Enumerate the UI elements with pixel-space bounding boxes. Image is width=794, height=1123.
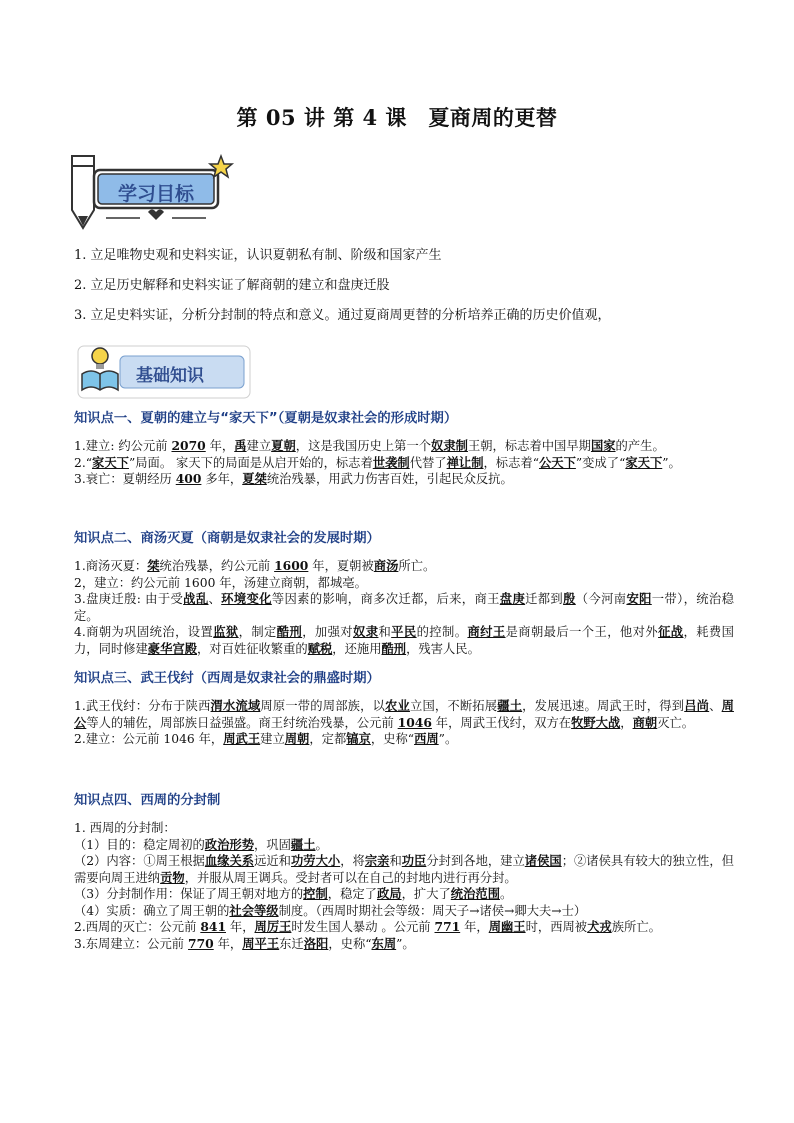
text-span: 年，夏朝被	[308, 559, 374, 573]
text-span: ，将	[340, 854, 365, 868]
text-span: （今河南	[575, 592, 627, 606]
goal-item: 1. 立足唯物史观和史料实证，认识夏朝私有制、阶级和国家产生	[74, 248, 442, 263]
text-span: 年，	[205, 439, 235, 453]
key-term: 功劳大小	[291, 853, 341, 868]
paragraph	[74, 903, 734, 920]
key-term: 770	[188, 935, 214, 951]
text-span: 等人的辅佐，周部族日益强盛。商王纣统治残暴，公元前	[86, 715, 398, 730]
paragraph	[74, 591, 734, 624]
paragraph	[74, 820, 734, 837]
section-title: 知识点一、夏朝的建立与“家天下”（夏朝是奴隶社会的形成时期）	[74, 411, 458, 426]
key-term: 家天下	[92, 454, 129, 470]
text-span: （4）实质：确立了周王朝的	[74, 903, 230, 918]
text-span: ，	[620, 715, 633, 730]
text-span: 分封到各地，建立	[426, 854, 525, 868]
text-span: 制度。（西周时期社会等级：周天子→诸侯→卿大夫→士）	[278, 903, 587, 918]
text-span: 年，	[460, 920, 489, 934]
text-span: ；②诸侯具有较大的独立性，但需要向周王进纳	[74, 854, 734, 885]
text-span: ”。	[438, 732, 458, 746]
text-span: （1）目的：稳定周初的	[74, 837, 205, 852]
text-span: 建立	[246, 439, 272, 453]
key-term: 商纣王	[467, 624, 506, 639]
key-term: 征战	[658, 624, 684, 639]
key-term: 夏朝	[271, 438, 296, 453]
key-term: 1046	[397, 714, 432, 730]
text-span: ”。	[396, 936, 415, 951]
text-span: 年，周武王伐纣，双方在	[431, 715, 572, 730]
key-term: 家天下	[625, 454, 663, 470]
paragraph	[74, 558, 734, 575]
paragraph	[74, 438, 734, 455]
text-span: ”变成了“	[575, 455, 626, 470]
key-term: 周朝	[284, 731, 310, 746]
text-span: 所亡。	[398, 559, 436, 573]
text-span: 3.东周建立：公元前	[74, 936, 189, 951]
key-term: 豪华宫殿	[147, 640, 197, 656]
text-span: 、	[208, 592, 222, 606]
text-span: 统治残暴，用武力伤害百姓，引起民众反抗。	[266, 472, 513, 486]
text-span: 年，	[226, 920, 255, 934]
text-span: 和	[389, 854, 402, 868]
key-term: 镐京	[346, 731, 371, 746]
key-term: 夏桀	[242, 471, 267, 486]
key-term: 西周	[414, 731, 439, 746]
key-term: 环境变化	[221, 591, 272, 606]
text-span: 周原一带的周部族，以	[260, 699, 386, 713]
text-span: 灭亡。	[657, 715, 695, 730]
knowledge-point-4	[74, 792, 734, 952]
key-term: 禹	[234, 438, 247, 453]
text-span: 一带），统治稳定。	[74, 592, 734, 623]
text-span: 的控制。	[416, 625, 468, 639]
text-span: ，加强对	[302, 625, 354, 639]
text-span: ，残害人民。	[406, 641, 480, 656]
paragraph	[74, 886, 734, 903]
text-span: 族所亡。	[611, 920, 661, 934]
text-span: 2，建立：约公元前 1600 年，汤建立商朝，都城亳。	[74, 575, 367, 590]
key-term: 771	[434, 919, 461, 934]
text-span: 年，	[213, 936, 243, 951]
text-span: 建立	[260, 732, 285, 746]
knowledge-point-3	[74, 670, 734, 748]
text-span: 、	[709, 699, 722, 713]
text-span: 1. 西周的分封制：	[74, 821, 176, 835]
paragraph	[74, 936, 734, 953]
text-span: 2.西周的灭亡：公元前	[74, 920, 201, 934]
text-span: 。	[500, 887, 513, 901]
text-span: ，发展迅速。周武王时，得到	[522, 699, 685, 713]
key-term: 世袭制	[372, 454, 410, 470]
key-term: 战乱	[183, 591, 209, 606]
key-term: 疆土	[290, 836, 316, 852]
text-span: ，对百姓征收繁重的	[197, 641, 308, 656]
key-term: 周厉王	[254, 919, 292, 934]
key-term: 400	[175, 471, 202, 486]
text-span: 东迁	[279, 936, 304, 951]
key-term: 2070	[171, 438, 206, 453]
text-span: ，稳定了	[327, 887, 377, 901]
paragraph	[74, 575, 734, 592]
text-span: ，巩固	[254, 837, 291, 852]
knowledge-point-1	[74, 410, 734, 488]
text-span: （2）内容：①周王根据	[74, 854, 205, 868]
key-term: 殷	[563, 591, 576, 606]
key-term: 赋税	[307, 640, 333, 656]
text-span: ，耗费国力，同时修建	[74, 625, 734, 656]
key-term: 国家	[590, 438, 616, 453]
paragraph	[74, 624, 734, 657]
text-span: 3.盘庚迁殷: 由于受	[74, 592, 184, 606]
key-term: 酷刑	[276, 624, 303, 639]
page-title: 第 05 讲 第 4 课 夏商周的更替	[236, 105, 558, 130]
text-span: 迁都到	[525, 592, 564, 606]
goal-item: 3. 立足史料实证，分析分封制的特点和意义。通过夏商周更替的分析培养正确的历史价值观，	[74, 308, 611, 323]
key-term: 奴隶制	[431, 438, 468, 453]
text-span: 代替了	[409, 455, 447, 470]
key-term: 政治形势	[204, 836, 254, 852]
key-term: 1600	[274, 558, 309, 573]
text-span: ，史称“	[328, 936, 372, 951]
key-term: 监狱	[213, 624, 239, 639]
key-term: 周幽王	[488, 919, 526, 934]
key-term: 洛阳	[303, 935, 329, 951]
key-term: 商汤	[373, 558, 399, 573]
text-span: 1.武王伐纣：分布于陕西	[74, 699, 211, 713]
text-span: 。	[315, 837, 328, 852]
key-term: 渭水流域	[210, 698, 261, 713]
learning-goals-badge	[66, 152, 236, 232]
key-term: 盘庚	[499, 591, 526, 606]
text-span: ，这是我国历史上第一个	[295, 439, 432, 453]
text-span: 远近和	[254, 854, 291, 868]
paragraph	[74, 919, 734, 936]
text-span: ”。	[662, 455, 681, 470]
goal-item: 2. 立足历史解释和史料实证了解商朝的建立和盘庚迁股	[74, 278, 390, 293]
text-span: ，并服从周王调兵。受封者可以在自己的封地内进行再分封。	[184, 870, 517, 885]
key-term: 疆土	[497, 698, 523, 713]
key-term: 统治范围	[450, 886, 500, 901]
text-span: 的产生。	[615, 439, 665, 453]
key-term: 平民	[391, 624, 417, 639]
paragraph	[74, 731, 734, 748]
text-span: 统治残暴，约公元前	[159, 559, 275, 573]
text-span: 2.“	[74, 455, 93, 470]
key-term: 功臣	[401, 853, 427, 868]
text-span: 立国，不断拓展	[409, 699, 498, 713]
key-term: 周平王	[242, 935, 280, 951]
text-span: ，标志着“	[483, 455, 539, 470]
key-term: 奴隶	[353, 624, 379, 639]
text-span: 4.商朝为巩固统治，设置	[74, 625, 214, 639]
text-span: 等因素的影响，商多次迁都，后来，商王	[271, 592, 500, 606]
key-term: 牧野大战	[571, 714, 621, 730]
key-term: 犬戎	[587, 919, 612, 934]
text-span: 和	[378, 625, 392, 639]
paragraph	[74, 455, 734, 472]
section-title: 知识点三、武王伐纣（西周是奴隶社会的鼎盛时期）	[74, 671, 380, 686]
learning-goals-list	[74, 248, 734, 338]
text-span: 时发生国人暴动 。公元前	[291, 920, 435, 934]
key-term: 诸侯国	[524, 853, 562, 868]
key-term: 安阳	[626, 591, 652, 606]
text-span: ”局面。 家天下的局面是从启开始的，标志着	[128, 455, 373, 470]
basic-knowledge-label: 基础知识	[136, 366, 204, 386]
key-term: 841	[200, 919, 226, 934]
key-term: 农业	[385, 698, 410, 713]
key-term: 禅让制	[446, 454, 484, 470]
paragraph	[74, 698, 734, 731]
section-title: 知识点四、西周的分封制	[74, 793, 221, 808]
text-span: 1.建立: 约公元前	[74, 439, 172, 453]
key-term: 酷刑	[381, 640, 407, 656]
basic-knowledge-badge	[76, 344, 252, 400]
knowledge-point-2	[74, 530, 734, 657]
key-term: 控制	[303, 886, 328, 901]
text-span: 2.建立：公元前 1046 年，	[74, 732, 224, 746]
text-span: 3.衰亡：夏朝经历	[74, 472, 176, 486]
key-term: 周武王	[223, 731, 261, 746]
key-term: 东周	[371, 935, 397, 951]
key-term: 贡物	[160, 869, 185, 885]
text-span: ，还施用	[332, 641, 382, 656]
key-term: 公天下	[538, 454, 576, 470]
text-span: 1.商汤灭夏：	[74, 559, 148, 573]
paragraph	[74, 837, 734, 854]
text-span: 王朝，标志着中国早期	[467, 439, 591, 453]
key-term: 政局	[376, 886, 402, 901]
paragraph	[74, 471, 734, 488]
text-span: ，制定	[238, 625, 277, 639]
key-term: 桀	[147, 558, 160, 573]
key-term: 宗亲	[364, 853, 390, 868]
learning-goals-label: 学习目标	[118, 183, 195, 205]
text-span: 多年，	[201, 472, 243, 486]
key-term: 商朝	[632, 714, 658, 730]
text-span: ，定都	[309, 732, 347, 746]
text-span: ，扩大了	[401, 887, 451, 901]
text-span: 是商朝最后一个王，他对外	[505, 625, 659, 639]
key-term: 周公	[74, 698, 734, 730]
section-title: 知识点二、商汤灭夏（商朝是奴隶社会的发展时期）	[74, 531, 380, 546]
paragraph	[74, 853, 734, 886]
text-span: ，史称“	[370, 732, 415, 746]
text-span: （3）分封制作用：保证了周王朝对地方的	[74, 887, 304, 901]
key-term: 血缘关系	[204, 853, 255, 868]
key-term: 社会等级	[229, 902, 279, 918]
text-span: 时，西周被	[525, 920, 588, 934]
key-term: 吕尚	[684, 698, 710, 713]
